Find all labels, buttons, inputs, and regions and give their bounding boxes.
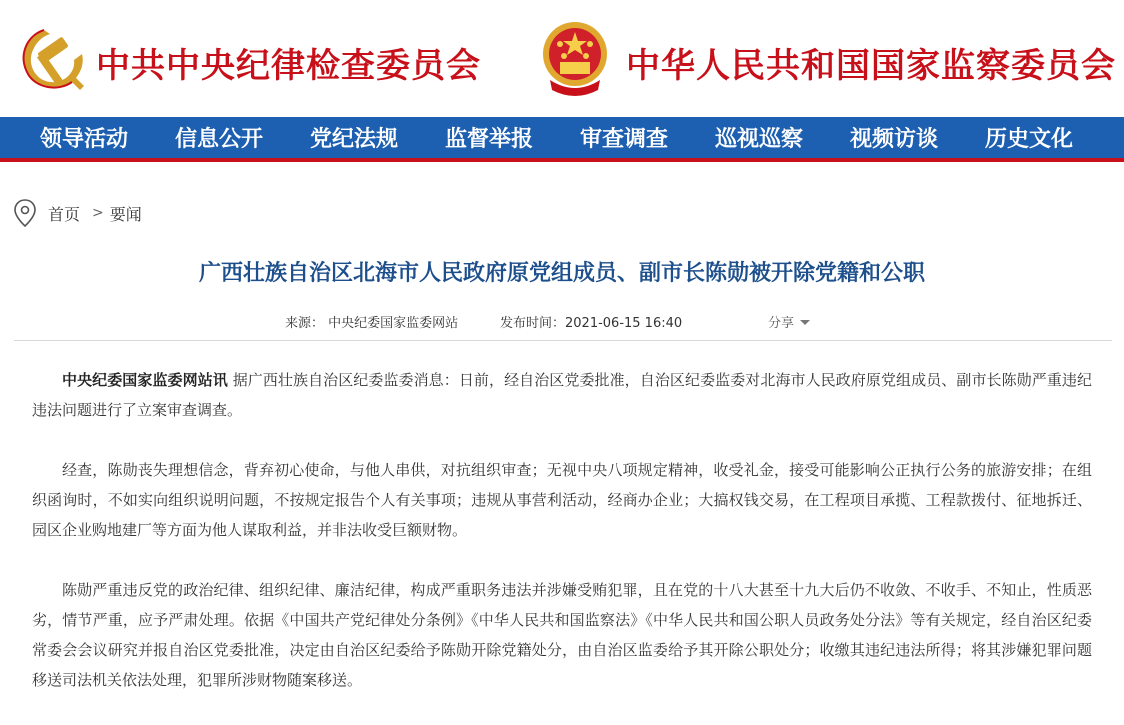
- nav-item-regulations[interactable]: 党纪法规: [310, 126, 399, 152]
- article-source: 来源： 中央纪委国家监委网站: [285, 316, 459, 331]
- breadcrumb-separator: >: [92, 205, 104, 221]
- nav-item-report[interactable]: 监督举报: [445, 126, 534, 152]
- share-label: 分享: [768, 316, 795, 331]
- divider: [14, 340, 1112, 341]
- nav-item-investigation[interactable]: 审查调查: [580, 126, 669, 152]
- article-meta: [0, 312, 1124, 332]
- article-title: 广西壮族自治区北海市人民政府原党组成员、副市长陈勋被开除党籍和公职: [198, 261, 925, 286]
- article-paragraph: 陈勋严重违反党的政治纪律、组织纪律、廉洁纪律，构成严重职务违法并涉嫌受贿犯罪，且在党的十八大甚至十九大后仍不收敛、不收手、不知止，性质恶劣，情节严重，应予严肃处理。依据《中国共产党纪律处分条例》《中华人民共和国监察法》《中华人民共和国公职人员政务处分法》等有关规定，经自治区纪委常委会会议研究并报自治区党委批准，决定由自治区纪委给予陈勋开除党籍处分，由自治区监委给予其开除公职处分；收缴其违纪违法所得；将其涉嫌犯罪问题移送司法机关依法处理，犯罪所涉财物随案移送。: [32, 581, 1092, 689]
- article-publish-time: 发布时间：2021-06-15 16:40: [500, 316, 683, 331]
- article-paragraph: 经查，陈勋丧失理想信念，背弃初心使命，与他人串供，对抗组织审查；无视中央八项规定精神，收受礼金，接受可能影响公正执行公务的旅游安排；在组织函询时，不如实向组织说明问题，不按规定报告个人有关事项；违规从事营利活动，经商办企业；大搞权钱交易，在工程项目承揽、工程款拨付、征地拆迁、园区企业购地建厂等方面为他人谋取利益，并非法收受巨额财物。: [32, 461, 1092, 539]
- breadcrumb-home-link[interactable]: 首页: [48, 204, 81, 224]
- nav-item-inspection[interactable]: 巡视巡察: [715, 126, 804, 152]
- chevron-down-icon: [800, 320, 810, 325]
- national-supervisory-commission-title: 中华人民共和国国家监察委员会: [626, 46, 1116, 86]
- article-body: [32, 365, 1092, 725]
- nav-item-leadership[interactable]: 领导活动: [40, 126, 129, 152]
- share-button[interactable]: [768, 312, 810, 331]
- article-paragraph: [32, 365, 1092, 425]
- nav-item-history[interactable]: 历史文化: [985, 126, 1074, 152]
- cpc-discipline-commission-title: 中共中央纪律检查委员会: [96, 46, 481, 86]
- hammer-sickle-icon: [14, 22, 88, 96]
- breadcrumb: [14, 198, 142, 228]
- site-header: [0, 0, 1124, 117]
- nav-item-info-disclosure[interactable]: 信息公开: [175, 126, 264, 152]
- location-pin-icon: [14, 199, 36, 227]
- national-emblem-icon: [540, 16, 610, 98]
- breadcrumb-current-link[interactable]: 要闻: [109, 204, 142, 224]
- nav-item-video[interactable]: 视频访谈: [850, 126, 939, 152]
- main-nav: [0, 117, 1124, 162]
- paragraph-text: 据广西壮族自治区纪委监委消息：日前，经自治区党委批准，自治区纪委监委对北海市人民政府原党组成员、副市长陈勋严重违纪违法问题进行了立案审查调查。: [32, 371, 1092, 419]
- article-lead: 中央纪委国家监委网站讯: [62, 371, 228, 389]
